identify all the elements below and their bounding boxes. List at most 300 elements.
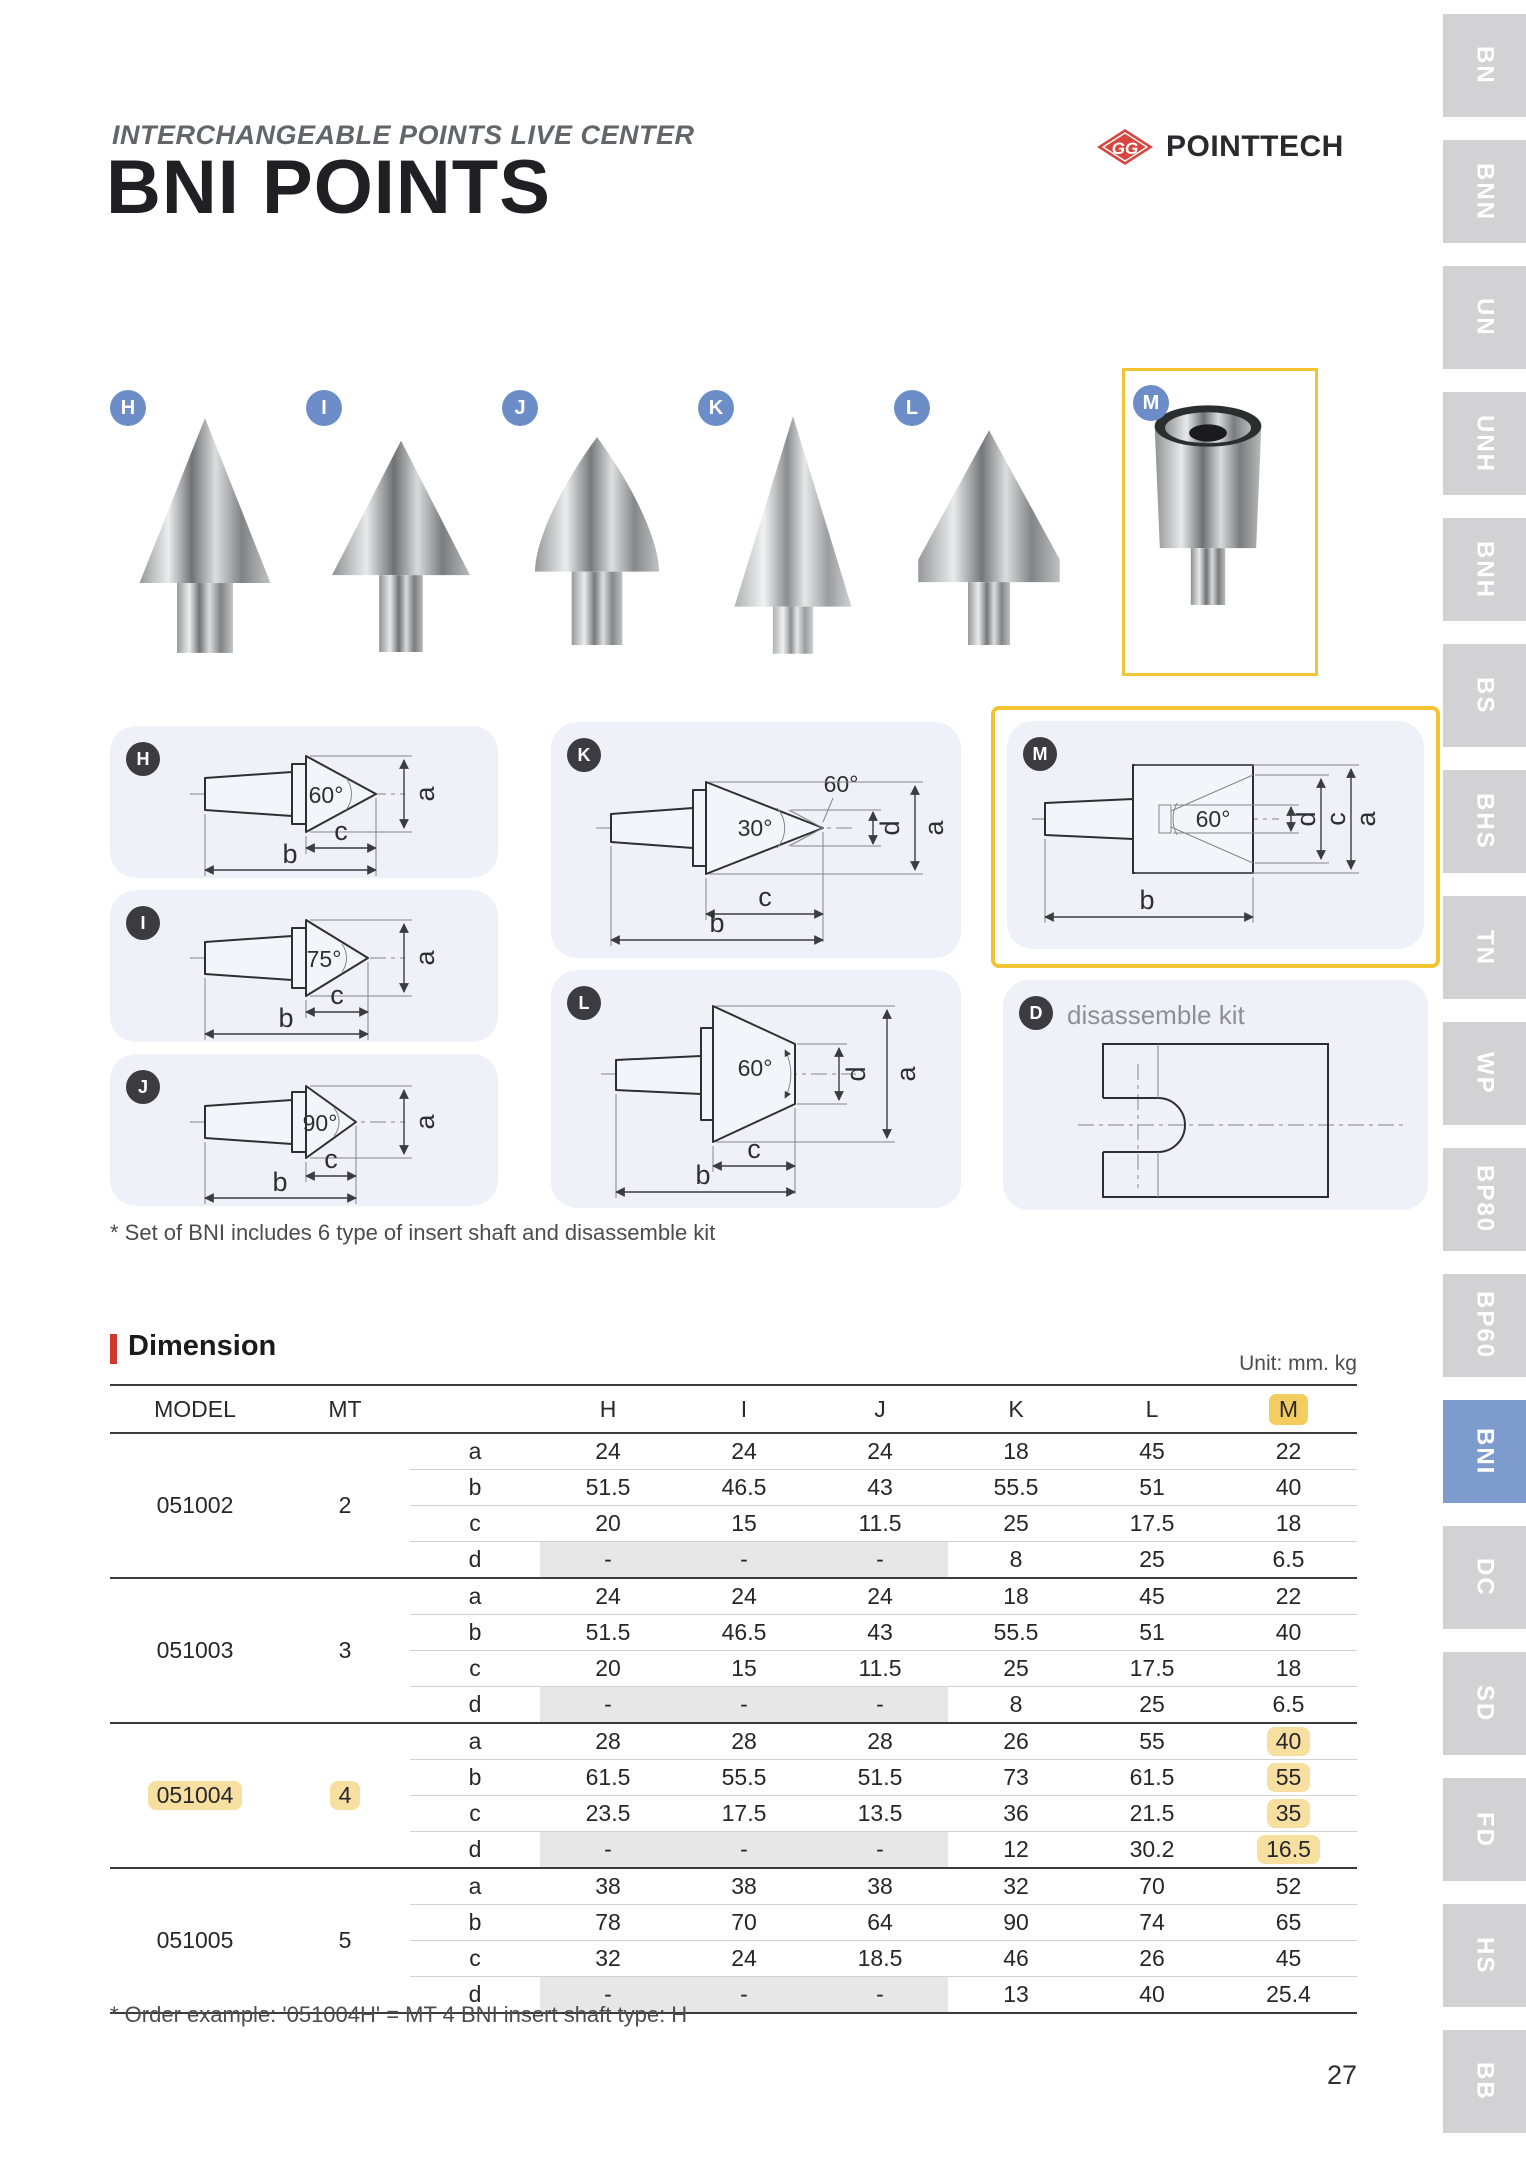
diagram-j-a-label: a [410, 1114, 440, 1130]
product-badge-h: H [110, 390, 146, 426]
column-header-h: H [540, 1385, 676, 1433]
sidebar-tab-label: FD [1471, 1811, 1499, 1848]
column-header-j: J [812, 1385, 948, 1433]
value-cell [1084, 1977, 1220, 2014]
value: 18 [1275, 1655, 1302, 1681]
value-cell [1084, 1868, 1220, 1905]
sidebar-tab-bn[interactable] [1443, 14, 1526, 117]
value-cell [1220, 1760, 1357, 1796]
product-badge-l: L [894, 390, 930, 426]
value: 11.5 [858, 1510, 902, 1536]
value-cell [948, 1905, 1084, 1941]
diagram-badge-i: I [126, 906, 160, 940]
value: 46.5 [721, 1474, 767, 1500]
diagram-m-a-label: a [1351, 811, 1381, 827]
diagram-k-angle-body-label: 30° [737, 815, 773, 841]
value: 15 [731, 1655, 757, 1681]
value-cell [948, 1977, 1084, 2014]
diagram-j-c-label: c [324, 1144, 338, 1174]
diagram-card-disassemble-kit [1003, 980, 1428, 1210]
sidebar-tab-dc[interactable] [1443, 1526, 1526, 1629]
diagram-m-d-label: d [1291, 811, 1321, 827]
param-cell-a: a [468, 1438, 482, 1464]
value-cell [676, 1615, 812, 1651]
value-cell [1220, 1832, 1357, 1869]
value: 18 [1003, 1583, 1029, 1609]
diagram-i-angle-label: 75° [306, 946, 342, 972]
value: 12 [1003, 1836, 1029, 1862]
diagram-drawing-m [1007, 721, 1424, 949]
sidebar-tab-label: DC [1471, 1558, 1499, 1597]
param-cell-b: b [410, 1615, 540, 1651]
value: 28 [867, 1728, 893, 1754]
value: 78 [595, 1909, 621, 1935]
value-cell [540, 1796, 676, 1832]
value-cell [540, 1506, 676, 1542]
model-cell-value: 051005 [156, 1927, 234, 1953]
product-photo-k [698, 372, 888, 674]
column-header-k: K [948, 1385, 1084, 1433]
diagram-m-b-label: b [1139, 885, 1155, 915]
value-cell [812, 1905, 948, 1941]
sidebar-tab-bnn[interactable] [1443, 140, 1526, 243]
diagram-j-b-label: b [272, 1167, 288, 1197]
value-cell [676, 1868, 812, 1905]
diagram-i-a-label: a [410, 950, 440, 966]
sidebar-tab-label: UN [1471, 298, 1499, 337]
value: 13 [1003, 1981, 1029, 2007]
diagram-l-a-label: a [891, 1066, 921, 1082]
value: 46.5 [721, 1619, 767, 1645]
table-header-row [110, 1385, 1357, 1433]
value-cell [1084, 1470, 1220, 1506]
sidebar-tab-un[interactable] [1443, 266, 1526, 369]
value: - [740, 1836, 748, 1862]
param-cell-c: c [410, 1506, 540, 1542]
diagram-j-angle-label: 90° [302, 1110, 338, 1136]
value-cell [812, 1506, 948, 1542]
value: 38 [867, 1873, 893, 1899]
diagram-drawing-h [110, 726, 498, 878]
diagram-badge-h: H [126, 742, 160, 776]
value-cell [540, 1868, 676, 1905]
diagram-card-l [551, 970, 961, 1208]
value: 38 [731, 1873, 757, 1899]
value-cell [948, 1760, 1084, 1796]
value: 55.5 [993, 1474, 1039, 1500]
value-cell [676, 1651, 812, 1687]
diagram-badge-d: D [1019, 996, 1053, 1030]
param-cell-c: c [410, 1941, 540, 1977]
value: 24 [731, 1438, 757, 1464]
sidebar-tab-label: BHS [1471, 793, 1499, 850]
sidebar-tab-label: BB [1471, 2062, 1499, 2101]
model-cell-051002 [110, 1433, 280, 1578]
sidebar-tab-label: WP [1471, 1052, 1499, 1095]
value-cell [540, 1578, 676, 1615]
value: 6.5 [1272, 1691, 1305, 1717]
value: 13.5 [857, 1800, 903, 1826]
diagram-l-d-label: d [841, 1066, 871, 1082]
value-cell [1084, 1615, 1220, 1651]
sidebar-tab-label: BP60 [1471, 1291, 1499, 1360]
value: 17.5 [721, 1800, 767, 1826]
param-cell-a: a [410, 1723, 540, 1760]
value: 43 [867, 1619, 893, 1645]
value-cell [1220, 1542, 1357, 1579]
value-cell [540, 1615, 676, 1651]
value: 28 [731, 1728, 757, 1754]
value: 51.5 [585, 1619, 631, 1645]
value-cell [1084, 1506, 1220, 1542]
value: 28 [595, 1728, 621, 1754]
param-cell-d: d [410, 1542, 540, 1579]
diagram-l-c-label: c [747, 1134, 761, 1164]
sidebar-tab-bnh[interactable] [1443, 518, 1526, 621]
value-cell [676, 1470, 812, 1506]
value-cell [676, 1578, 812, 1615]
value-cell [1220, 1941, 1357, 1977]
value-cell [948, 1723, 1084, 1760]
value-cell [948, 1470, 1084, 1506]
value: 45 [1139, 1583, 1165, 1609]
value-cell [812, 1433, 948, 1470]
diagram-i-c-label: c [330, 980, 344, 1010]
value: 64 [867, 1909, 893, 1935]
value-cell [1084, 1687, 1220, 1724]
unit-label: Unit: mm. kg [1239, 1352, 1357, 1375]
value-cell [948, 1687, 1084, 1724]
mt-cell-value: 5 [338, 1927, 352, 1953]
value-cell [676, 1760, 812, 1796]
product-badge-k: K [698, 390, 734, 426]
product-badge-j: J [502, 390, 538, 426]
value-cell [948, 1433, 1084, 1470]
value: 61.5 [1129, 1764, 1175, 1790]
value-cell [812, 1615, 948, 1651]
product-photo-l [894, 372, 1084, 674]
sidebar-tab-unh[interactable] [1443, 392, 1526, 495]
value-cell [812, 1470, 948, 1506]
param-cell-d: d [410, 1977, 540, 2014]
mt-cell-051004 [280, 1723, 410, 1868]
sidebar-tab-label: BS [1471, 676, 1499, 715]
value-cell [948, 1578, 1084, 1615]
value: 55.5 [993, 1619, 1039, 1645]
value-cell [1220, 1796, 1357, 1832]
value: 32 [1003, 1873, 1029, 1899]
value-cell [1084, 1433, 1220, 1470]
sidebar-tab-bni[interactable] [1443, 1400, 1526, 1503]
value-cell [676, 1941, 812, 1977]
value-cell [948, 1542, 1084, 1579]
value-cell [1084, 1651, 1220, 1687]
mt-cell-051003 [280, 1578, 410, 1723]
brand-initials: GG [1111, 139, 1139, 158]
value: 73 [1003, 1764, 1029, 1790]
product-badge-i: I [306, 390, 342, 426]
diagram-badge-m: M [1023, 737, 1057, 771]
sidebar-tab-hs[interactable] [1443, 1904, 1526, 2007]
mt-cell-051002 [280, 1433, 410, 1578]
value-cell [676, 1832, 812, 1869]
sidebar-tab-label: BN [1471, 46, 1499, 85]
value-cell [1220, 1687, 1357, 1724]
value: 70 [1139, 1873, 1165, 1899]
insert-shaft-photo-h [120, 404, 290, 666]
value: 11.5 [858, 1655, 902, 1681]
value: 8 [1009, 1691, 1023, 1717]
value: 32 [595, 1945, 621, 1971]
product-photo-h [110, 372, 300, 674]
product-photo-j [502, 372, 692, 674]
param-cell-c: c [410, 1651, 540, 1687]
value: - [740, 1981, 748, 2007]
value-cell [1220, 1651, 1357, 1687]
value-cell [540, 1905, 676, 1941]
sidebar-tab-fd[interactable] [1443, 1778, 1526, 1881]
value: 8 [1009, 1546, 1023, 1572]
set-note: * Set of BNI includes 6 type of insert shaft and disassemble kit [110, 1220, 716, 1245]
sidebar-tab-wp[interactable] [1443, 1022, 1526, 1125]
value-cell [812, 1760, 948, 1796]
value: - [876, 1836, 884, 1862]
value: 65 [1275, 1909, 1302, 1935]
value-cell [540, 1723, 676, 1760]
value: 36 [1003, 1800, 1029, 1826]
value: 15 [731, 1510, 757, 1536]
diagram-card-k [551, 722, 961, 958]
disassemble-kit-label: disassemble kit [1067, 1000, 1245, 1030]
sidebar-tab-label: BP80 [1471, 1165, 1499, 1234]
value-cell [1084, 1941, 1220, 1977]
value-cell [1220, 1506, 1357, 1542]
value-cell [948, 1868, 1084, 1905]
sidebar-tab-label: BNN [1471, 162, 1499, 221]
value-cell [948, 1651, 1084, 1687]
diagram-m-highlight-box [991, 706, 1440, 968]
diagram-l-b-label: b [695, 1160, 711, 1190]
sidebar-tab-label: SD [1471, 1684, 1499, 1723]
sidebar-tab-label: HS [1471, 1936, 1499, 1975]
diagram-k-b-label: b [709, 908, 725, 938]
insert-shaft-photo-i [316, 404, 486, 666]
value: 20 [595, 1510, 621, 1536]
value: 51 [1139, 1474, 1165, 1500]
param-cell-b: b [410, 1905, 540, 1941]
mt-cell-value: 4 [330, 1781, 361, 1810]
value: - [876, 1981, 884, 2007]
value-cell [676, 1796, 812, 1832]
mt-cell-051005 [280, 1868, 410, 2013]
diagram-h-c-label: c [334, 816, 348, 846]
value-cell [948, 1796, 1084, 1832]
value: 26 [1139, 1945, 1165, 1971]
brand-diamond-icon [1096, 128, 1154, 166]
value-cell [676, 1723, 812, 1760]
value-cell [676, 1433, 812, 1470]
value: - [740, 1546, 748, 1572]
value-cell [1084, 1760, 1220, 1796]
diagram-card-h [110, 726, 498, 878]
value: - [604, 1546, 612, 1572]
model-cell-value: 051002 [156, 1492, 234, 1518]
value: - [604, 1981, 612, 2007]
value-cell [812, 1868, 948, 1905]
value-cell [1220, 1723, 1357, 1760]
diagram-card-m [1007, 721, 1424, 949]
value-cell [948, 1832, 1084, 1869]
diagram-card-j [110, 1054, 498, 1206]
value: 25 [1139, 1546, 1165, 1572]
value: - [604, 1836, 612, 1862]
value: 51.5 [585, 1474, 631, 1500]
value-cell [540, 1687, 676, 1724]
value: 18 [1003, 1438, 1029, 1464]
value-cell [540, 1832, 676, 1869]
insert-shaft-photo-j [512, 404, 682, 666]
value-cell [1220, 1433, 1357, 1470]
value: - [604, 1691, 612, 1717]
value: 45 [1275, 1945, 1302, 1971]
value-cell [676, 1506, 812, 1542]
value-cell [812, 1977, 948, 2014]
diagram-drawing-i [110, 890, 498, 1042]
value: 23.5 [585, 1800, 631, 1826]
value-cell [1084, 1542, 1220, 1579]
column-header-i: I [676, 1385, 812, 1433]
value-cell [1220, 1578, 1357, 1615]
page-number: 27 [1326, 2060, 1357, 2090]
param-cell-d: d [410, 1687, 540, 1724]
diagram-h-angle-label: 60° [308, 782, 344, 808]
diagram-drawing-l [551, 970, 961, 1208]
value: 38 [595, 1873, 621, 1899]
value: 46 [1003, 1945, 1029, 1971]
diagram-badge-k: K [567, 738, 601, 772]
value: 55 [1139, 1728, 1165, 1754]
value: 51 [1139, 1619, 1165, 1645]
diagram-card-i [110, 890, 498, 1042]
param-cell-c: c [410, 1796, 540, 1832]
value-cell [1084, 1578, 1220, 1615]
value-cell [812, 1687, 948, 1724]
value: - [876, 1546, 884, 1572]
value-cell [812, 1796, 948, 1832]
value: - [876, 1691, 884, 1717]
column-header-m [1220, 1385, 1357, 1433]
diagram-k-c-label: c [758, 882, 772, 912]
value: 26 [1003, 1728, 1029, 1754]
sidebar-tab-sd[interactable] [1443, 1652, 1526, 1755]
value-cell [812, 1832, 948, 1869]
sidebar-tab-bb[interactable] [1443, 2030, 1526, 2133]
value: 25 [1003, 1655, 1029, 1681]
value: 20 [595, 1655, 621, 1681]
insert-shaft-photo-l [904, 404, 1074, 666]
diagram-badge-l: L [567, 986, 601, 1020]
diagram-i-b-label: b [278, 1003, 294, 1033]
model-cell-051005 [110, 1868, 280, 2013]
column-header-l: L [1084, 1385, 1220, 1433]
section-title: Dimension [128, 1330, 277, 1362]
value-cell [812, 1542, 948, 1579]
sidebar-tab-tn[interactable] [1443, 896, 1526, 999]
diagram-m-c-label: c [1321, 812, 1351, 826]
model-cell-051003 [110, 1578, 280, 1723]
diagram-l-angle-label: 60° [737, 1055, 773, 1081]
value-cell [948, 1615, 1084, 1651]
diagram-k-a-label: a [919, 820, 949, 836]
sidebar-tab-bp60[interactable] [1443, 1274, 1526, 1377]
model-cell-value: 051004 [148, 1781, 243, 1810]
value: 40 [1275, 1474, 1302, 1500]
value: 74 [1139, 1909, 1165, 1935]
value-cell [1084, 1723, 1220, 1760]
diagram-m-angle-label: 60° [1195, 806, 1231, 832]
sidebar-tab-bhs[interactable] [1443, 770, 1526, 873]
param-cell-b: b [410, 1760, 540, 1796]
dimension-table [110, 1384, 1357, 2014]
diagram-h-a-label: a [410, 786, 440, 802]
value: 21.5 [1129, 1800, 1175, 1826]
value: 40 [1275, 1619, 1302, 1645]
diagram-k-d-label: d [875, 820, 905, 836]
sidebar-tab-bs[interactable] [1443, 644, 1526, 747]
diagram-drawing-disassemble-kit [1003, 1036, 1428, 1206]
value: 25.4 [1266, 1981, 1311, 2007]
value: 24 [731, 1583, 757, 1609]
value: 30.2 [1129, 1836, 1175, 1862]
value: - [740, 1691, 748, 1717]
page-eyebrow: INTERCHANGEABLE POINTS LIVE CENTER [112, 120, 695, 150]
sidebar-tab-bp80[interactable] [1443, 1148, 1526, 1251]
value-cell [1084, 1796, 1220, 1832]
value-cell [812, 1578, 948, 1615]
value: 35 [1267, 1799, 1311, 1828]
value: 52 [1275, 1873, 1302, 1899]
value: 55.5 [721, 1764, 767, 1790]
value: 70 [731, 1909, 757, 1935]
section-accent-bar [110, 1334, 117, 1364]
value-cell [1220, 1615, 1357, 1651]
value: 16.5 [1257, 1835, 1320, 1864]
value: 6.5 [1272, 1546, 1305, 1572]
sidebar-tab-label: BNI [1471, 1427, 1499, 1476]
value: 24 [867, 1583, 893, 1609]
diagram-badge-j: J [126, 1070, 160, 1104]
value: 25 [1139, 1691, 1165, 1717]
product-photo-m-highlight-box [1122, 368, 1318, 676]
mt-cell-value: 3 [338, 1637, 352, 1663]
value: 17.5 [1129, 1510, 1175, 1536]
value-cell [1220, 1470, 1357, 1506]
value-cell [812, 1651, 948, 1687]
value: 18.5 [857, 1945, 903, 1971]
value-cell [948, 1941, 1084, 1977]
param-cell-b: b [410, 1470, 540, 1506]
value: 18 [1275, 1510, 1302, 1536]
value: 22 [1275, 1583, 1302, 1609]
value-cell [676, 1905, 812, 1941]
column-header-m-highlight: M [1269, 1394, 1308, 1425]
sidebar-tab-label: TN [1471, 929, 1499, 966]
value-cell [676, 1687, 812, 1724]
brand-logo [1096, 128, 1344, 166]
value: 55 [1267, 1763, 1311, 1792]
sidebar-tab-label: BNH [1471, 540, 1499, 599]
value: 43 [867, 1474, 893, 1500]
